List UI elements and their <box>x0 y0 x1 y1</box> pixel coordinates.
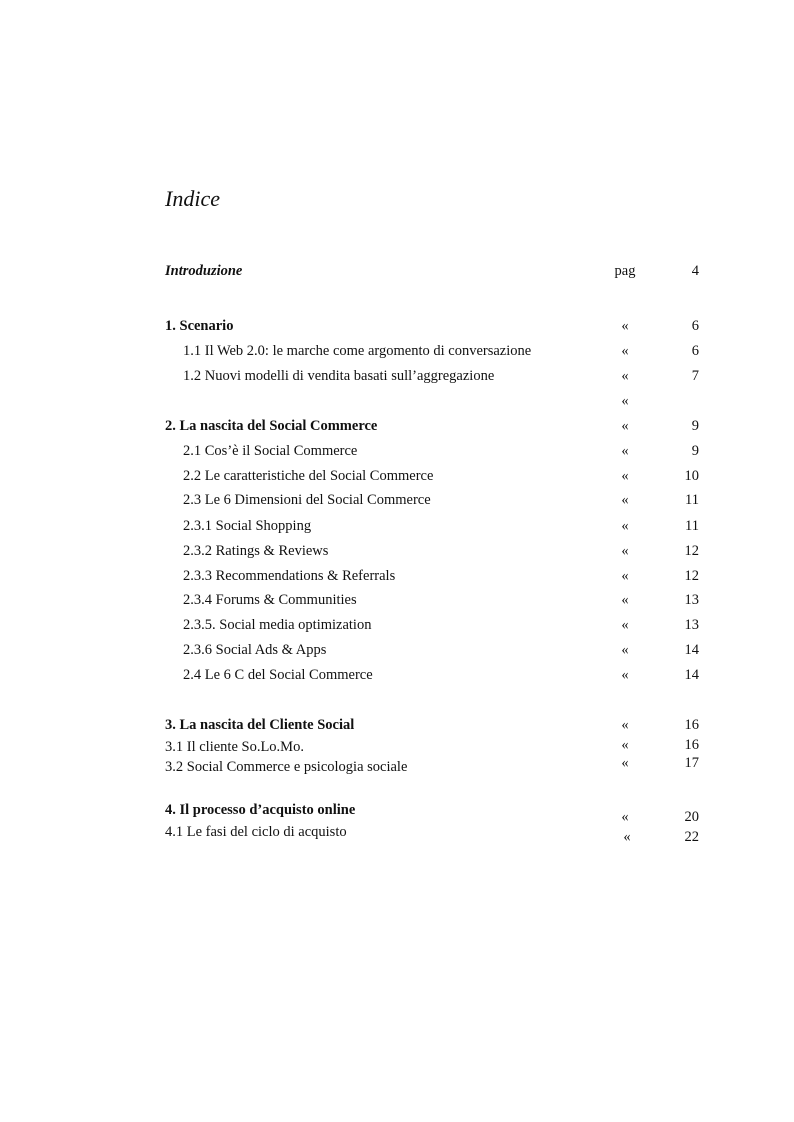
toc-entry-label: 3. La nascita del Cliente Social <box>165 717 355 733</box>
toc-page-number: 12 <box>684 568 699 584</box>
toc-entry-1-1[interactable] <box>0 343 794 363</box>
toc-entry-label: 4. Il processo d’acquisto online <box>165 802 356 818</box>
toc-page-marker: « <box>621 343 629 359</box>
toc-entry-label: 2. La nascita del Social Commerce <box>165 418 378 434</box>
toc-page-number: 10 <box>684 468 699 484</box>
toc-empty-row <box>0 393 794 413</box>
toc-entry-2-2[interactable] <box>0 468 794 488</box>
toc-page-number: 9 <box>691 443 699 459</box>
toc-page-number: 16 <box>684 737 699 753</box>
toc-page-marker: « <box>621 809 629 825</box>
toc-page-marker: « <box>621 492 629 508</box>
toc-page-marker: « <box>621 617 629 633</box>
toc-page-marker: « <box>621 393 629 409</box>
toc-page-marker: « <box>621 368 629 384</box>
toc-page-marker: « <box>621 737 629 753</box>
toc-entry-chapter-2[interactable] <box>0 418 794 438</box>
toc-entry-label: Introduzione <box>165 263 243 279</box>
toc-page-number: 14 <box>684 667 699 683</box>
toc-entry-2-3[interactable] <box>0 492 794 512</box>
toc-entry-label: 2.3.4 Forums & Communities <box>183 592 357 608</box>
toc-entry-2-3-4[interactable] <box>0 592 794 612</box>
toc-entry-label: 3.2 Social Commerce e psicologia sociale <box>165 759 408 775</box>
toc-entry-1-2[interactable] <box>0 368 794 388</box>
toc-page-number: 11 <box>685 518 699 534</box>
toc-page-number: 17 <box>684 755 699 771</box>
toc-page-number: 4 <box>691 263 699 279</box>
toc-entry-2-3-3[interactable] <box>0 568 794 588</box>
toc-page-number: 7 <box>691 368 699 384</box>
toc-entry-label: 2.3.1 Social Shopping <box>183 518 312 534</box>
toc-entry-introduzione[interactable] <box>0 263 794 283</box>
toc-entry-2-3-2[interactable] <box>0 543 794 563</box>
toc-entry-label: 4.1 Le fasi del ciclo di acquisto <box>165 824 347 840</box>
toc-entry-chapter-3[interactable] <box>0 717 794 737</box>
toc-entry-2-3-5[interactable] <box>0 617 794 637</box>
toc-page-marker: « <box>621 717 629 733</box>
toc-page-marker: « <box>621 568 629 584</box>
toc-page-number: 9 <box>691 418 699 434</box>
toc-page-number: 13 <box>684 592 699 608</box>
toc-entry-label: 3.1 Il cliente So.Lo.Mo. <box>165 739 304 755</box>
toc-page-marker: « <box>623 829 631 845</box>
page-title: Indice <box>165 186 220 211</box>
toc-entry-label: 1.2 Nuovi modelli di vendita basati sull’aggregazione <box>183 368 495 384</box>
toc-entry-label: 1. Scenario <box>165 318 234 334</box>
toc-page-number: 16 <box>684 717 699 733</box>
toc-entry-label: 2.4 Le 6 C del Social Commerce <box>183 667 373 683</box>
toc-page-number: 6 <box>691 343 699 359</box>
toc-entry-2-4[interactable] <box>0 667 794 687</box>
toc-entry-3-1[interactable] <box>0 737 794 757</box>
toc-page-number: 6 <box>691 318 699 334</box>
toc-page-number: 12 <box>684 543 699 559</box>
toc-page-marker: « <box>621 418 629 434</box>
toc-page-marker: « <box>621 468 629 484</box>
toc-entry-label: 2.3.3 Recommendations & Referrals <box>183 568 396 584</box>
toc-page-number: 14 <box>684 642 699 658</box>
toc-page-number: 22 <box>684 829 699 845</box>
toc-entry-label: 2.3.6 Social Ads & Apps <box>183 642 327 658</box>
toc-page-marker: « <box>621 318 629 334</box>
toc-page-number: 13 <box>684 617 699 633</box>
toc-entry-label: 1.1 Il Web 2.0: le marche come argomento di conversazione <box>183 343 532 359</box>
toc-entry-label: 2.3.2 Ratings & Reviews <box>183 543 329 559</box>
toc-page-marker: « <box>621 543 629 559</box>
toc-page-marker: « <box>621 667 629 683</box>
toc-page-marker: « <box>621 592 629 608</box>
toc-page-marker: « <box>621 755 629 771</box>
toc-page-marker: « <box>621 518 629 534</box>
toc-page-marker: « <box>621 443 629 459</box>
toc-entry-label: 2.2 Le caratteristiche del Social Commerce <box>183 468 434 484</box>
toc-page-marker: « <box>621 642 629 658</box>
toc-entry-2-1[interactable] <box>0 443 794 463</box>
toc-entry-4-1[interactable] <box>0 824 794 844</box>
toc-entry-label: 2.3.5. Social media optimization <box>183 617 372 633</box>
toc-entry-label: 2.3 Le 6 Dimensioni del Social Commerce <box>183 492 431 508</box>
toc-page-marker: pag <box>614 263 636 279</box>
toc-entry-chapter-4[interactable] <box>0 802 794 825</box>
toc-entry-3-2[interactable] <box>0 755 794 775</box>
toc-entry-chapter-1[interactable] <box>0 318 794 338</box>
toc-entry-2-3-6[interactable] <box>0 642 794 662</box>
toc-entry-label: 2.1 Cos’è il Social Commerce <box>183 443 358 459</box>
toc-page-number: 20 <box>684 809 699 825</box>
toc-page-number: 11 <box>685 492 699 508</box>
toc-entry-2-3-1[interactable] <box>0 518 794 538</box>
